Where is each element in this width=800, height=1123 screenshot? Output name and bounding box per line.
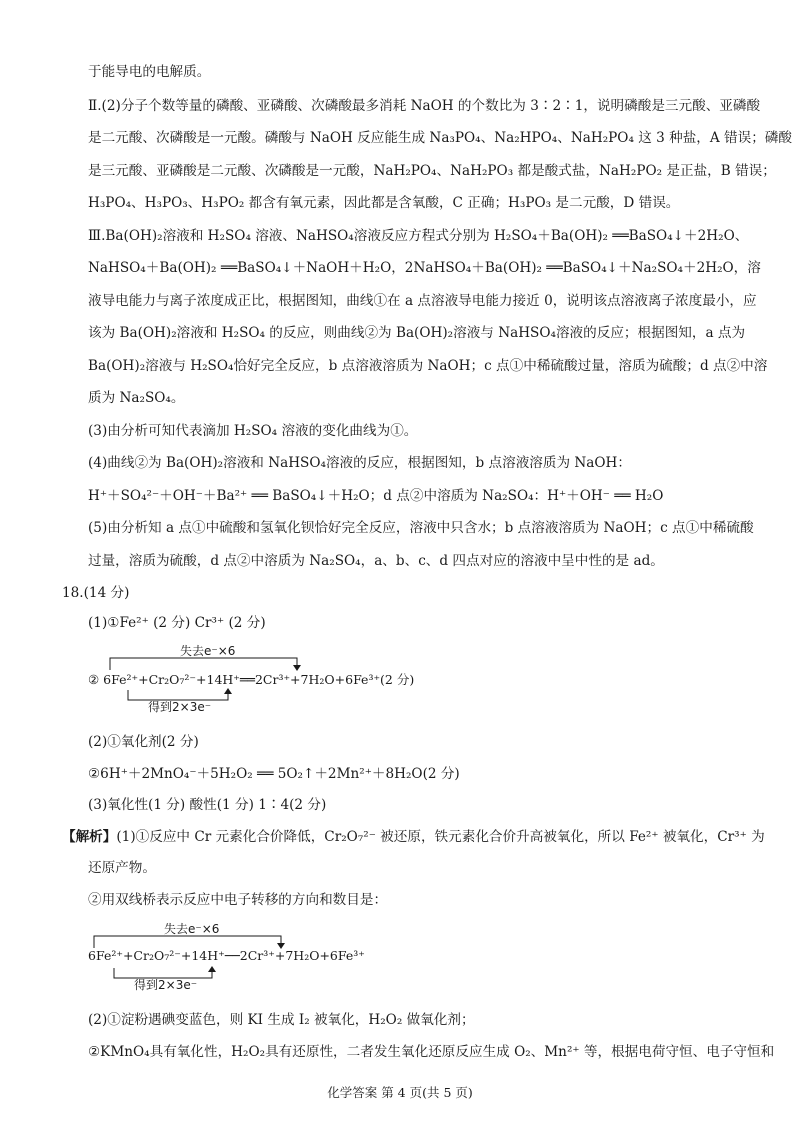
text-line: ②用双线桥表示反应中电子转移的方向和数目是： <box>88 892 388 908</box>
bridge-equation: 6Fe²⁺+Cr₂O₇²⁻+14H⁺──2Cr³⁺+7H₂O+6Fe³⁺ <box>88 948 365 963</box>
analysis-tag: 【解析】 <box>62 829 117 845</box>
text-line: 于能导电的电解质。 <box>88 64 211 80</box>
analysis-paragraph <box>62 827 765 847</box>
answer-4: (3)氧化性(1 分) 酸性(1 分) 1∶4(2 分) <box>88 797 327 813</box>
bridge-top-label: 失去e⁻×6 <box>180 644 236 658</box>
text-line: (4)曲线②为 Ba(OH)₂溶液和 NaHSO₄溶液的反应，根据图知，b 点溶液溶质为 NaOH： <box>88 455 631 471</box>
page-footer: 化学答案 第 4 页(共 5 页) <box>327 1085 473 1100</box>
text-line: NaHSO₄＋Ba(OH)₂ ══BaSO₄↓＋NaOH＋H₂O，2NaHSO₄＋Ba(OH)₂ ══BaSO₄↓＋Na₂SO₄＋2H₂O，溶 <box>88 260 761 276</box>
text-line: H₃PO₄、H₃PO₃、H₃PO₂ 都含有氧元素，因此都是含氧酸，C 正确；H₃PO₃ 是二元酸，D 错误。 <box>88 195 680 211</box>
answer-3: ②6H⁺＋2MnO₄⁻＋5H₂O₂ ══ 5O₂↑＋2Mn²⁺＋8H₂O(2 分) <box>88 766 460 782</box>
text-line: 质为 Na₂SO₄。 <box>88 390 185 406</box>
double-bridge-diagram-2 <box>88 924 428 994</box>
text-line: 还原产物。 <box>88 860 156 876</box>
text-line: 是二元酸、次磷酸是一元酸。磷酸与 NaOH 反应能生成 Na₃PO₄、Na₂HPO₄、NaH₂PO₄ 这 3 种盐，A 错误；磷酸 <box>88 130 792 146</box>
text-line: ②KMnO₄具有氧化性，H₂O₂具有还原性，二者发生氧化还原反应生成 O₂、Mn²⁺ 等，根据电荷守恒、电子守恒和 <box>88 1044 775 1060</box>
text-line: (3)由分析可知代表滴加 H₂SO₄ 溶液的变化曲线为①。 <box>88 423 418 439</box>
text-line: Ba(OH)₂溶液与 H₂SO₄恰好完全反应，b 点溶液溶质为 NaOH；c 点①中稀硫酸过量，溶质为硫酸；d 点②中溶 <box>88 358 768 374</box>
answer-2: (2)①氧化剂(2 分) <box>88 734 199 750</box>
text-line: 该为 Ba(OH)₂溶液和 H₂SO₄ 的反应，则曲线②为 Ba(OH)₂溶液与 NaHSO₄溶液的反应；根据图知，a 点为 <box>88 325 746 341</box>
answer-1: (1)①Fe²⁺ (2 分) Cr³⁺ (2 分) <box>88 615 266 631</box>
text-line: H⁺＋SO₄²⁻＋OH⁻＋Ba²⁺ ══ BaSO₄↓＋H₂O；d 点②中溶质为 Na₂SO₄：H⁺＋OH⁻ ══ H₂O <box>88 488 664 504</box>
text-line: 是三元酸、亚磷酸是二元酸、次磷酸是一元酸，NaH₂PO₄、NaH₂PO₃ 都是酸式盐，NaH₂PO₂ 是正盐，B 错误； <box>88 163 776 179</box>
text-line: (2)①淀粉遇碘变蓝色，则 KI 生成 I₂ 被氧化，H₂O₂ 做氧化剂； <box>88 1012 475 1028</box>
bridge-bottom-label: 得到2×3e⁻ <box>148 700 212 714</box>
bridge-bottom-label: 得到2×3e⁻ <box>134 978 198 992</box>
text-line: Ⅲ.Ba(OH)₂溶液和 H₂SO₄ 溶液、NaHSO₄溶液反应方程式分别为 H₂SO₄＋Ba(OH)₂ ══BaSO₄↓＋2H₂O、 <box>88 228 749 244</box>
bridge-top-label: 失去e⁻×6 <box>164 922 220 936</box>
text-line: (5)由分析知 a 点①中硫酸和氢氧化钡恰好完全反应，溶液中只含水；b 点溶液溶质为 NaOH；c 点①中稀硫酸 <box>88 520 754 536</box>
text-line: Ⅱ.(2)分子个数等量的磷酸、亚磷酸、次磷酸最多消耗 NaOH 的个数比为 3∶2∶1，说明磷酸是三元酸、亚磷酸 <box>88 98 761 114</box>
double-bridge-diagram-1 <box>88 646 428 716</box>
analysis-text: (1)①反应中 Cr 元素化合价降低，Cr₂O₇²⁻ 被还原，铁元素化合价升高被氧化，所以 Fe²⁺ 被氧化，Cr³⁺ 为 <box>116 829 765 845</box>
bridge-equation: ② 6Fe²⁺+Cr₂O₇²⁻+14H⁺══2Cr³⁺+7H₂O+6Fe³⁺(2 分) <box>88 672 415 687</box>
question-18-header: 18.(14 分) <box>62 585 130 601</box>
text-line: 过量，溶质为硫酸，d 点②中溶质为 Na₂SO₄，a、b、c、d 四点对应的溶液中呈中性的是 ad。 <box>88 553 664 569</box>
text-line: 液导电能力与离子浓度成正比，根据图知，曲线①在 a 点溶液导电能力接近 0，说明该点溶液离子浓度最小，应 <box>88 293 757 309</box>
